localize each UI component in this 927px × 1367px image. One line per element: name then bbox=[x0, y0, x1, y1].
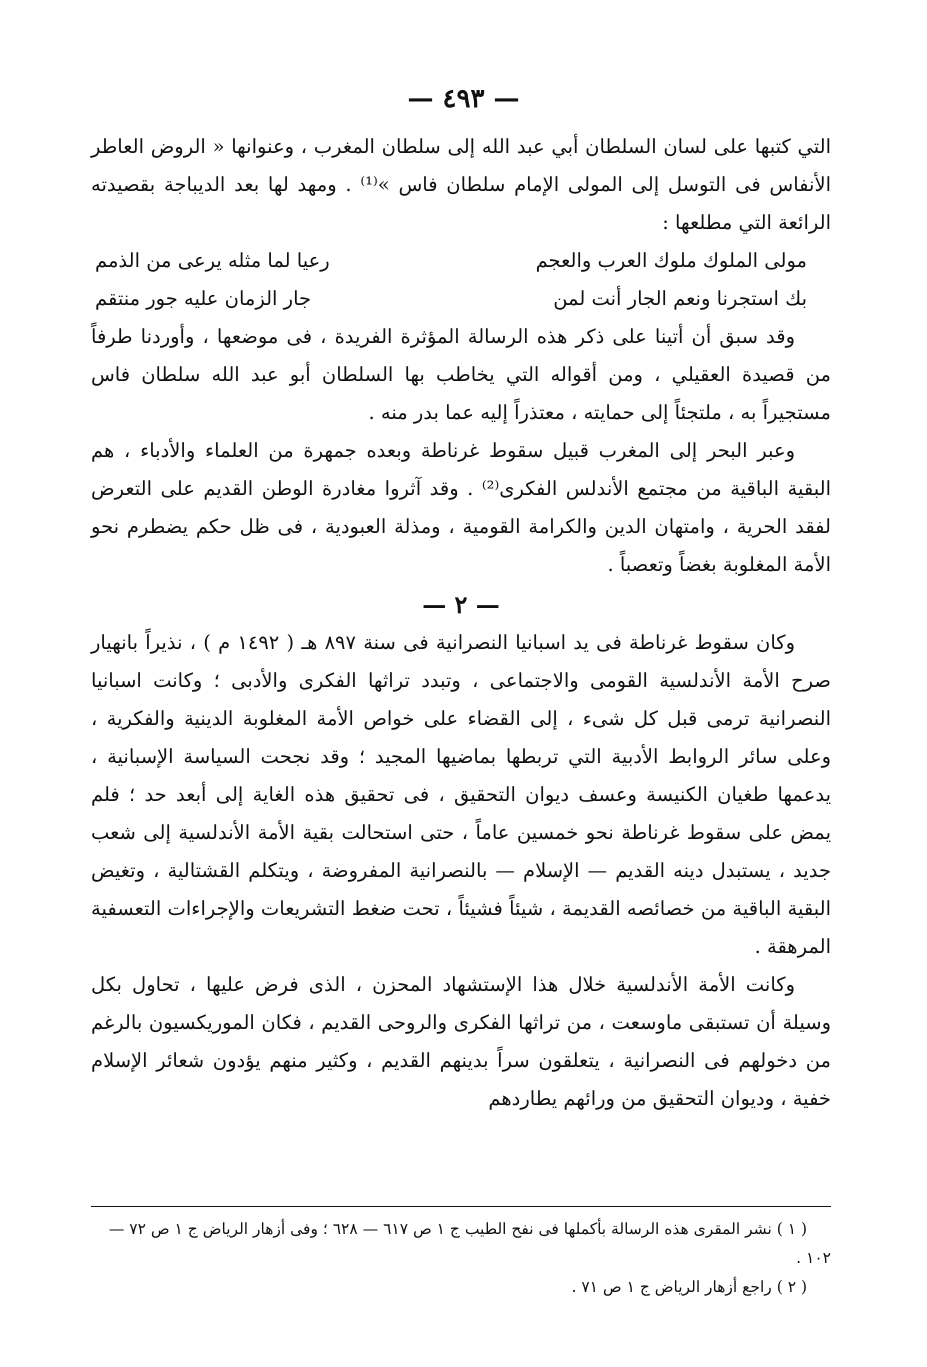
verse-line bbox=[95, 280, 807, 318]
verse-first-hemistich: مولى الملوك ملوك العرب والعجم bbox=[535, 249, 807, 272]
paragraph: وكان سقوط غرناطة فى يد اسبانيا النصرانية فى سنة ٨٩٧ هـ ( ١٤٩٢ م ) ، نذيراً بانهيار صرح الأمة الأندلسية القومى والاجتماعى ، وتبدد تراثها الفكرى والأدبى ؛ وكانت اسبانيا النصرانية ترمى قبل كل شىء ، إلى القضاء على خواص الأمة المغلوبة الدينية والفكرية ، وعلى سائر الروابط الأدبية التي تربطها بماضيها المجيد ؛ وقد نجحت السياسة الإسبانية ، يدعمها طغيان الكنيسة وعسف ديوان التحقيق ، فى تحقيق هذه الغاية إلى أبعد حد ؛ فلم يمض على سقوط غرناطة نحو خمسين عاماً ، حتى استحالت بقية الأمة الأندلسية إلى شعب جديد ، يستبدل دينه القديم — الإسلام — بالنصرانية المفروضة ، ويتكلم القشتالية ، وتغيض البقية الباقية من خصائصه القديمة ، شيئاً فشيئاً ، تحت ضغط التشريعات والإجراءات التعسفية المرهقة . bbox=[91, 631, 831, 958]
paragraph: وقد سبق أن أتينا على ذكر هذه الرسالة المؤثرة الفريدة ، فى موضعها ، وأوردنا طرفاً من قصيدة العقيلي ، ومن أقواله التي يخاطب بها السلطان أبو عبد الله سلطان فاس مستجيراً به ، ملتجئاً إلى حمايته ، معتذراً إليه عما بدر منه . bbox=[91, 325, 831, 424]
verse-second-hemistich: جار الزمان عليه جور منتقم bbox=[95, 287, 312, 310]
verse-line bbox=[95, 242, 807, 280]
verse-first-hemistich: بك استجرنا ونعم الجار أنت لمن bbox=[553, 287, 807, 310]
page-number: — ٤٩٣ — bbox=[407, 84, 520, 114]
footnote-2: ( ٢ ) راجع أزهار الرياض ج ١ ص ٧١ . bbox=[571, 1278, 807, 1296]
footnote-divider bbox=[91, 1206, 831, 1207]
main-text bbox=[91, 128, 831, 1118]
paragraph: التي كتبها على لسان السلطان أبي عبد الله إلى سلطان المغرب ، وعنوانها « الروض العاطر الأنفاس فى التوسل إلى المولى الإمام سلطان فاس »⁽¹⁾ . ومهد لها بعد الديباجة بقصيدته الرائعة التي مطلعها : bbox=[91, 135, 832, 234]
verse-second-hemistich: رعيا لما مثله يرعى من الذمم bbox=[95, 249, 330, 272]
paragraph: وكانت الأمة الأندلسية خلال هذا الإستشهاد المحزن ، الذى فرض عليها ، تحاول بكل وسيلة أن تستبقى ماوسعت ، من تراثها الفكرى والروحى القديم ، فكان الموريكسيون بالرغم من دخولهم فى النصرانية ، يتعلقون سراً بدينهم القديم ، وكثير منهم يؤدون شعائر الإسلام خفية ، وديوان التحقيق من ورائهم يطاردهم bbox=[91, 973, 831, 1110]
section-number: — ٢ — bbox=[422, 590, 500, 619]
paragraph: وعبر البحر إلى المغرب قبيل سقوط غرناطة وبعده جمهرة من العلماء والأدباء ، هم البقية الباقية من مجتمع الأندلس الفكرى⁽²⁾ . وقد آثروا مغادرة الوطن القديم على التعرض لفقد الحرية ، وامتهان الدين والكرامة القومية ، ومذلة العبودية ، فى ظل حكم يضطرم نحو الأمة المغلوبة بغضاً وتعصباً . bbox=[91, 439, 832, 576]
footnote-1: ( ١ ) نشر المقرى هذه الرسالة بأكملها فى نفح الطيب ج ١ ص ٦١٧ — ٦٢٨ ؛ وفى أزهار الرياض ج ١ ص ٧٢ — ١٠٢ . bbox=[108, 1220, 831, 1267]
footnotes bbox=[91, 1215, 831, 1302]
